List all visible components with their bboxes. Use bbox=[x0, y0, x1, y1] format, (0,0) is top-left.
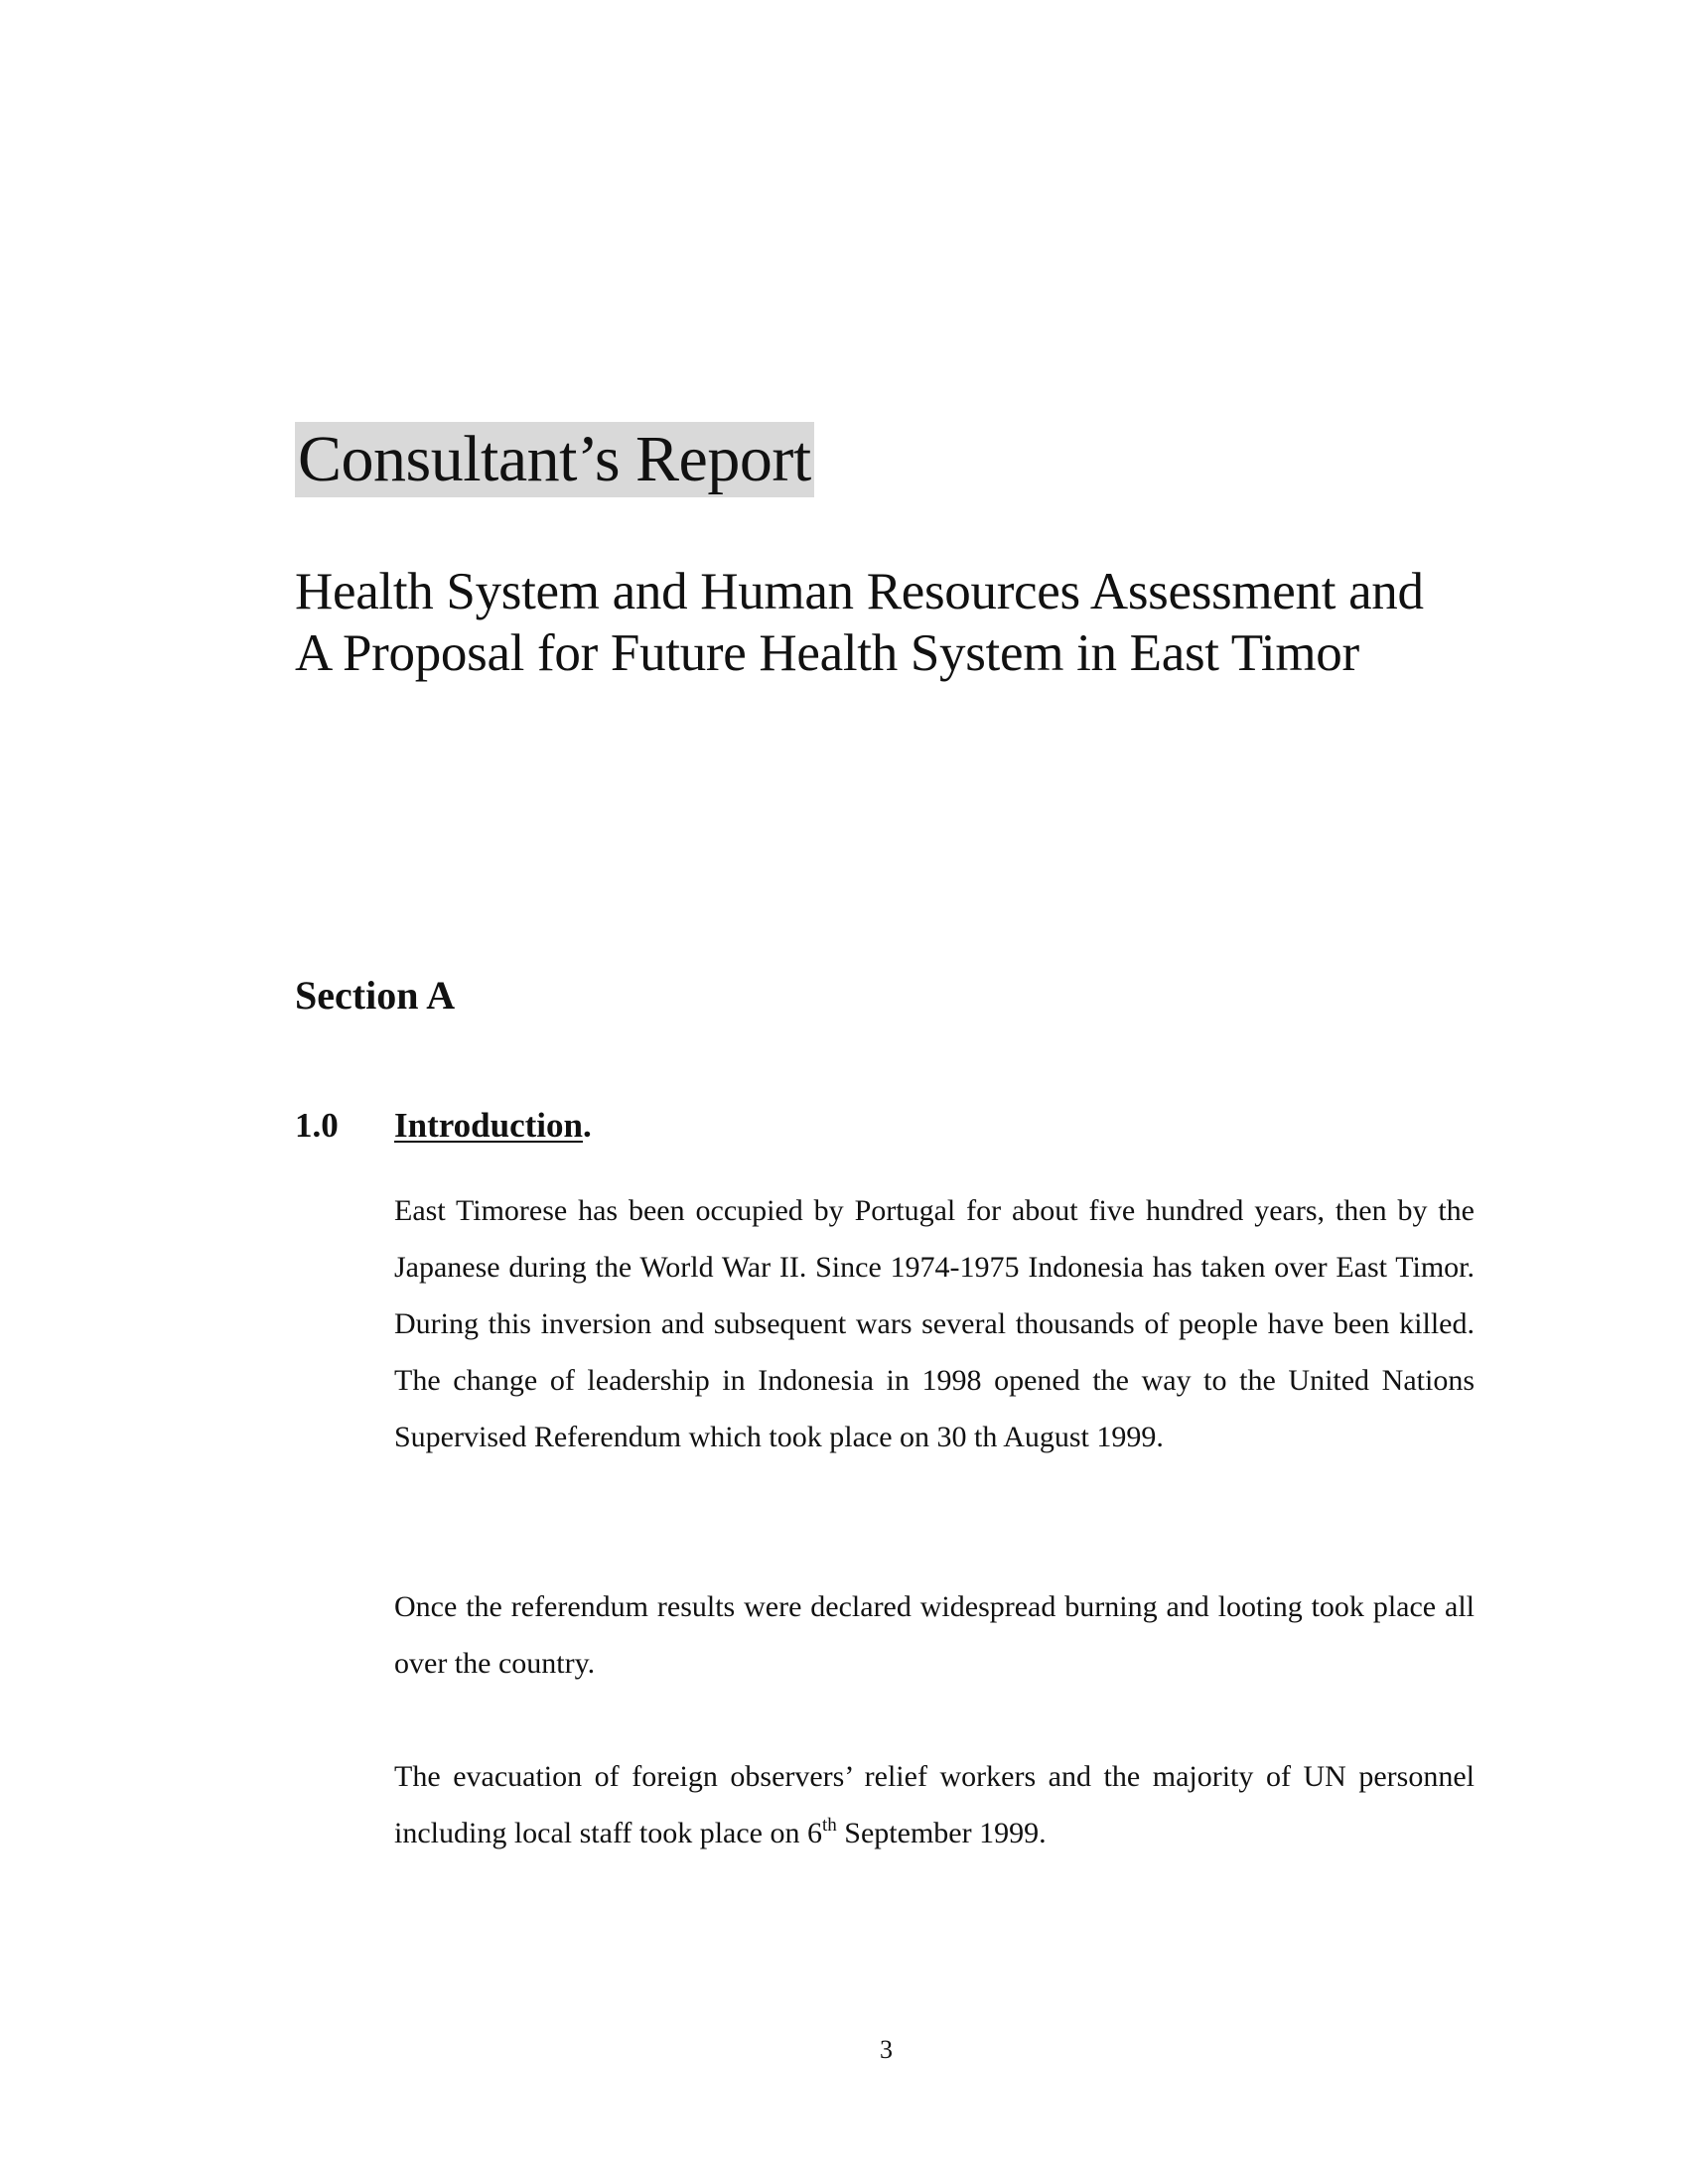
paragraph-2: Once the referendum results were declared widespread burning and looting took place all over the country. bbox=[394, 1590, 1475, 1680]
subsection-number: 1.0 bbox=[295, 1106, 339, 1145]
subsection-title-period: . bbox=[582, 1106, 592, 1145]
paragraph-3-text: The evacuation of foreign observers’ relief workers and the majority of UN personnel including local staff took place on 6 bbox=[394, 1760, 1475, 1849]
subsection-heading bbox=[295, 1104, 592, 1148]
paragraph-3-text-end: September 1999. bbox=[836, 1817, 1047, 1849]
subsection-title: Introduction bbox=[394, 1106, 583, 1145]
document-title: Consultant’s Report bbox=[295, 422, 814, 497]
document-subtitle: Health System and Human Resources Assessment and A Proposal for Future Health System in East Timor bbox=[295, 563, 1424, 682]
section-heading: Section A bbox=[295, 973, 456, 1018]
paragraph-3-superscript: th bbox=[822, 1815, 837, 1836]
paragraph-1: East Timorese has been occupied by Portugal for about five hundred years, then by the Japanese during the World War II. Since 1974-1975 Indonesia has taken over East Timor. During this inversion and subsequent wars several thousands of people have been killed. The change of leadership in Indonesia in 1998 opened the way to the United Nations Supervised Referendum which took place on 30 th August 1999. bbox=[394, 1194, 1475, 1453]
page-number: 3 bbox=[880, 2035, 893, 2064]
paragraph-3 bbox=[394, 1748, 1475, 1861]
